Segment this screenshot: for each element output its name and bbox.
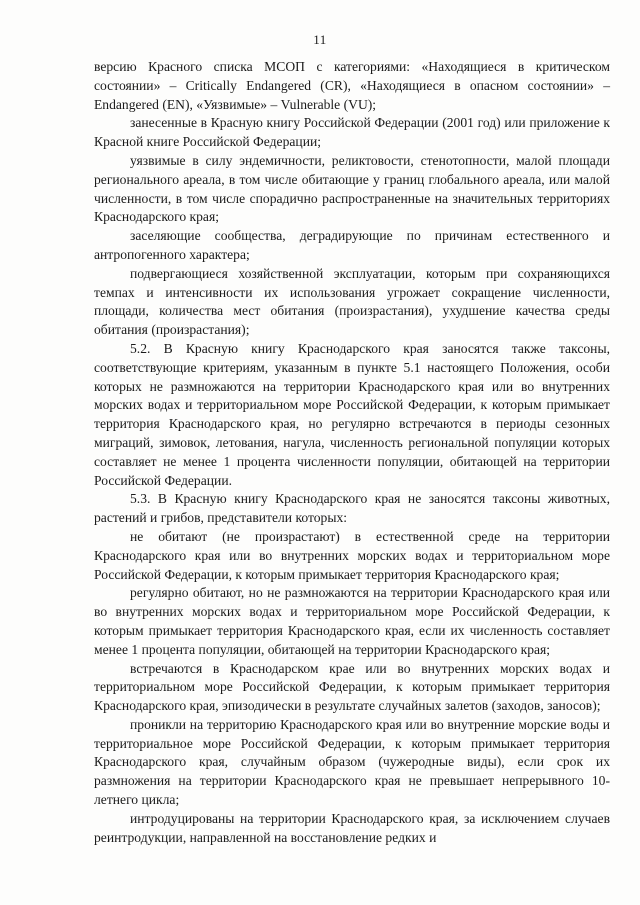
paragraph-12: интродуцированы на территории Краснодарского края, за исключением случаев реинтродукции, направленной на восстановление редких и — [94, 810, 610, 845]
paragraph-11: проникли на территорию Краснодарского края или во внутренние морские воды и территориальное море Российской Федерации, к которым примыкает территория Краснодарского края, случайным образом (чужеродные виды), если срок их размножения на территории Краснодарского края не превышает непрерывного 10-летнего цикла; — [94, 716, 610, 808]
paragraph-9: регулярно обитают, но не размножаются на территории Краснодарского края или во внутренних морских водах и территориальном море Российской Федерации, к которым примыкает территория Краснодарского края, если их численность составляет менее 1 процента популяции, обитающей на территории Краснодарского края; — [94, 585, 610, 657]
paragraph-4: заселяющие сообщества, деградирующие по причинам естественного и антропогенного характера; — [94, 228, 610, 262]
paragraph-1: версию Красного списка МСОП с категориями: «Находящиеся в критическом состоянии» – Critically Endangered (CR), «Находящиеся в опасном состоянии» – Endangered (EN), «Уязвимые» – Vulnerable (VU); — [94, 59, 610, 112]
page-number: 11 — [313, 32, 327, 47]
paragraph-10: встречаются в Краснодарском крае или во внутренних морских водах и территориальном море Российской Федерации, к которым примыкает территория Краснодарского края, эпизодически в результате случайных залетов (заходов, заносов); — [94, 660, 610, 714]
paragraph-8: не обитают (не произрастают) в естественной среде на территории Краснодарского края или во внутренних морских водах и территориальном море Российской Федерации, к которым примыкает территория Краснодарского края; — [94, 528, 610, 582]
paragraph-5: подвергающиеся хозяйственной эксплуатации, которым при сохраняющихся темпах и интенсивности их использования угрожает сокращение численности, площади, количества мест обитания (произрастания), ухудшение качества среды обитания (произрастания); — [94, 265, 610, 338]
paragraph-7: 5.3. В Красную книгу Краснодарского края не заносятся таксоны животных, растений и грибов, представители которых: — [94, 491, 610, 526]
paragraph-6: 5.2. В Красную книгу Краснодарского края заносятся также таксоны, соответствующие критериям, указанным в пункте 5.1 настоящего Положения, особи которых не размножаются на территории Краснодарского края или во внутренних морских водах и территориальном море Российской Федерации, к которым примыкает территория Краснодарского края, но регулярно встречаются в периоды сезонных миграций, зимовок, летования, нагула, численность региональной популяции которых составляет не менее 1 процента численности популяции, обитающей на территории Российской Федерации. — [94, 340, 610, 488]
paragraph-2: занесенные в Красную книгу Российской Федерации (2001 год) или приложение к Красной книге Российской Федерации; — [94, 115, 610, 150]
paragraph-3: уязвимые в силу эндемичности, реликтовости, стенотопности, малой площади регионального ареала, в том числе обитающие у границ глобального ареала, или малой численности, в том числе спорадично распространенные на значительных территориях Краснодарского края; — [94, 152, 610, 225]
document-body — [94, 58, 610, 847]
